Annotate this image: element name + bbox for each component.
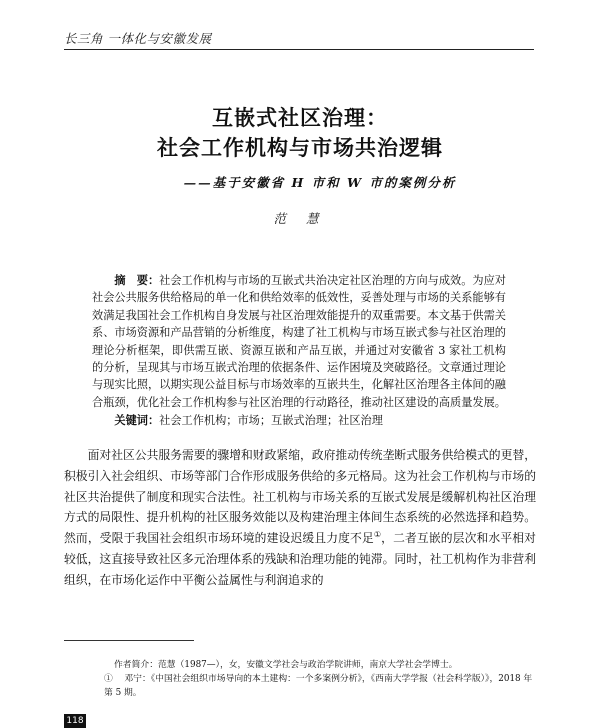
- body-text: [64, 445, 536, 591]
- abstract-paragraph: [92, 272, 506, 411]
- keywords-label: 关键词：: [114, 413, 160, 428]
- footnote-ref[interactable]: ①: [373, 530, 382, 540]
- body-text-before: 面对社区公共服务需要的骤增和财政紧缩，政府推动传统垄断式服务供给模式的更替，积极引入社会组织、市场等部门合作形成服务供给的多元格局。这为社会工作机构与市场的社区共治提供了制度和现实合法性。社工机构与市场关系的互嵌式发展是缓解机构社区治理方式的局限性、提升机构的社区服务效能以及构建治理主体间生态系统的必然选择和趋势。然而，受限于我国社会组织市场环境的建设迟缓且力度不足: [64, 448, 536, 546]
- footnotes: [64, 658, 536, 701]
- author-intro: 作者简介：范慧（1987—），女，安徽文学社会与政治学院讲师，南京大学社会学博士。: [114, 660, 458, 670]
- running-header: [64, 28, 534, 50]
- paper-title-line-2: 社会工作机构与市场共治逻辑: [157, 135, 443, 160]
- footnote-1: ① 邓宁：《中国社会组织市场导向的本土建构：一个多案例分析》，《西南大学学报（社会科学版）》，2018 年第 5 期。: [104, 674, 533, 699]
- keywords-paragraph: [92, 412, 506, 429]
- page-number: 118: [64, 714, 86, 728]
- body-paragraph: [64, 445, 536, 591]
- author-name: 范 慧: [273, 211, 327, 226]
- running-title: 长三角 一体化与安徽发展: [64, 31, 212, 46]
- paper-title-line-1: 互嵌式社区治理：: [212, 105, 388, 130]
- title-block: [64, 103, 536, 227]
- abstract-label: 摘 要：: [114, 273, 160, 287]
- abstract-text: 社会工作机构与市场的互嵌式共治决定社区治理的方向与成效。为应对社会公共服务供给格局的单一化和供给效率的低效性，妥善处理与市场的关系能够有效满足我国社会工作机构自身发展与社区治理效能提升的双重需要。本文基于供需关系、市场资源和产品营销的分析维度，构建了社工机构与市场互嵌式参与社区治理的理论分析框架，即供需互嵌、资源互嵌和产品互嵌，并通过对安徽省 3 家社工机构的分析，呈现其与市场互嵌式治理的依据条件、运作困境及突破路径。文章通过理论与现实比照，以期实现公益目标与市场效率的互嵌共生，化解社区治理各主体间的融合瓶颈，优化社会工作机构参与社区治理的行动路径，推动社区建设的高质量发展。: [92, 274, 506, 409]
- body-text-after: ，二者互嵌的层次和水平相对较低，这直接导致社区多元治理体系的残缺和治理功能的钝滞。同时，社工机构作为非营利组织，在市场化运作中平衡公益属性与利润追求的: [64, 531, 536, 587]
- footnote-divider: [64, 640, 194, 641]
- abstract: [92, 272, 506, 430]
- keywords-text: 社会工作机构；市场；互嵌式治理；社区治理: [159, 414, 383, 428]
- paper-subtitle: ——基于安徽省 H 市和 W 市的案例分析: [183, 175, 457, 190]
